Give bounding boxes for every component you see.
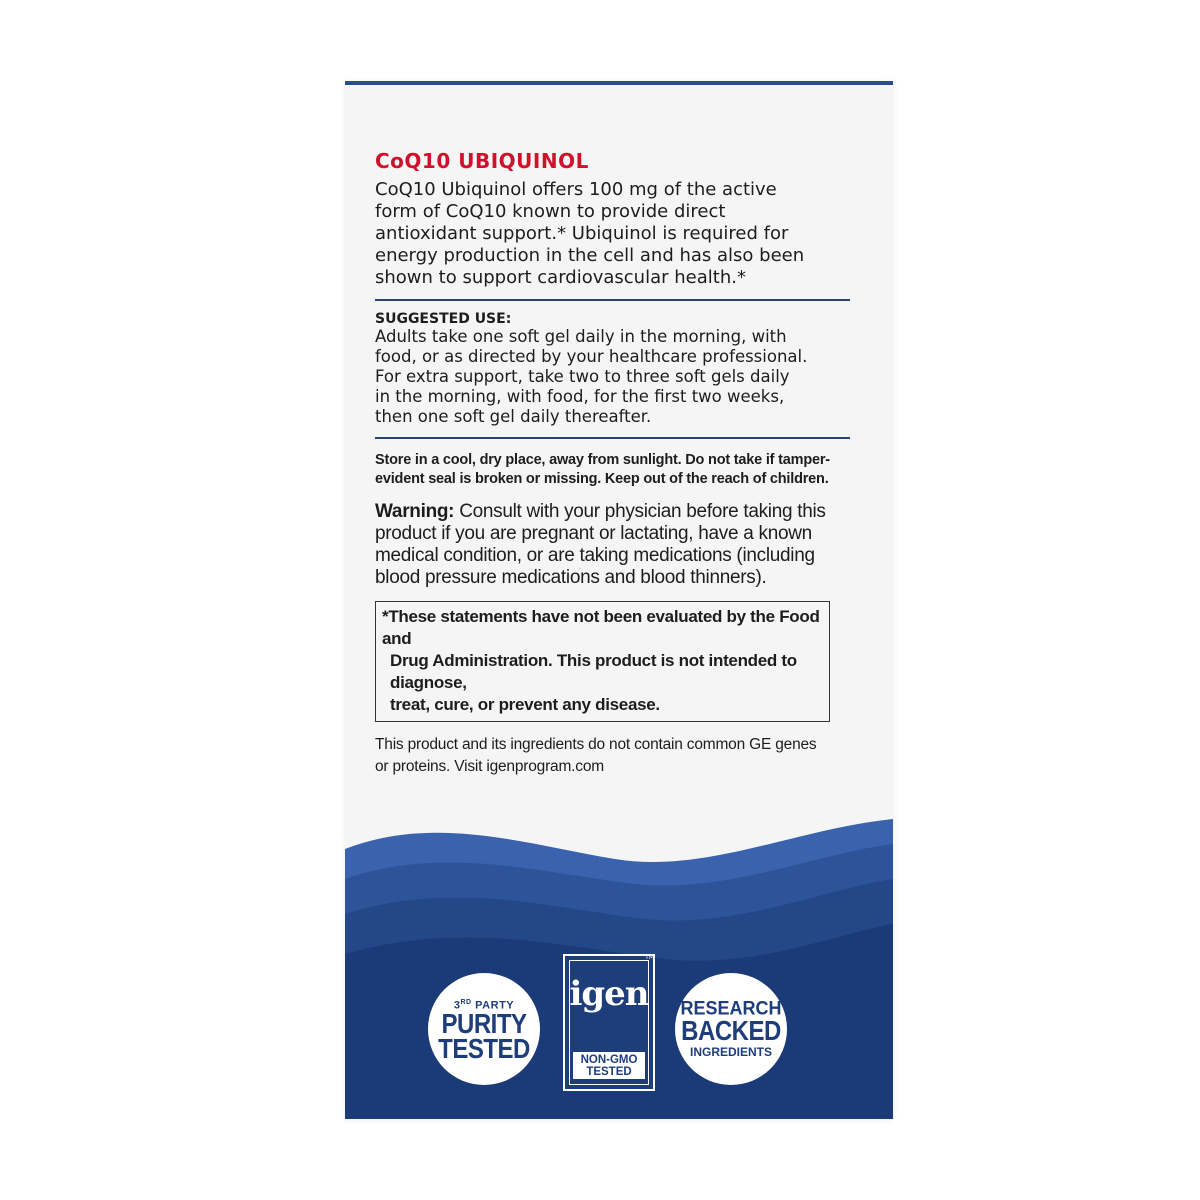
- warning-text: Warning: Consult with your physician before taking this product if you are pregnant or lactating, have a known medical condition, or are taking medications (including blood pressure medications and blood thinners).: [375, 501, 826, 588]
- label-content: [375, 149, 850, 778]
- product-description: CoQ10 Ubiquinol offers 100 mg of the active form of CoQ10 known to provide direct antioxidant support.* Ubiquinol is required for energy production in the cell and has also been shown to support cardiovascular health.*: [375, 179, 805, 288]
- fda-disclaimer-box: *These statements have not been evaluated by the Food and Drug Administration. This product is not intended to diagnose, treat, cure, or prevent any disease.: [375, 601, 830, 722]
- divider: [375, 437, 850, 439]
- igen-logo: igen: [569, 974, 649, 1014]
- suggested-use-heading: SUGGESTED USE:: [375, 311, 512, 327]
- divider: [375, 299, 850, 301]
- top-accent-line: [345, 81, 893, 85]
- warning-label: Warning:: [375, 501, 455, 522]
- product-title: CoQ10 UBIQUINOL: [375, 149, 589, 173]
- non-gmo-label: NON-GMO TESTED: [573, 1052, 645, 1079]
- gmo-statement: This product and its ingredients do not contain common GE genes or proteins. Visit igenprogram.com: [375, 736, 817, 775]
- suggested-use-text: Adults take one soft gel daily in the morning, with food, or as directed by your healthcare professional. For extra support, take two to three soft gels daily in the morning, with food, for the first two weeks, then one soft gel daily thereafter.: [375, 327, 808, 426]
- third-party-purity-tested-badge: 3RD PARTY PURITY TESTED: [428, 973, 540, 1085]
- storage-instructions: Store in a cool, dry place, away from sunlight. Do not take if tamper- evident seal is broken or missing. Keep out of the reach of children.: [375, 452, 830, 487]
- research-backed-ingredients-badge: RESEARCH BACKED INGREDIENTS: [675, 973, 787, 1085]
- product-box-panel: [345, 81, 893, 1119]
- igen-non-gmo-tested-badge: TM igen NON-GMO TESTED: [563, 954, 655, 1091]
